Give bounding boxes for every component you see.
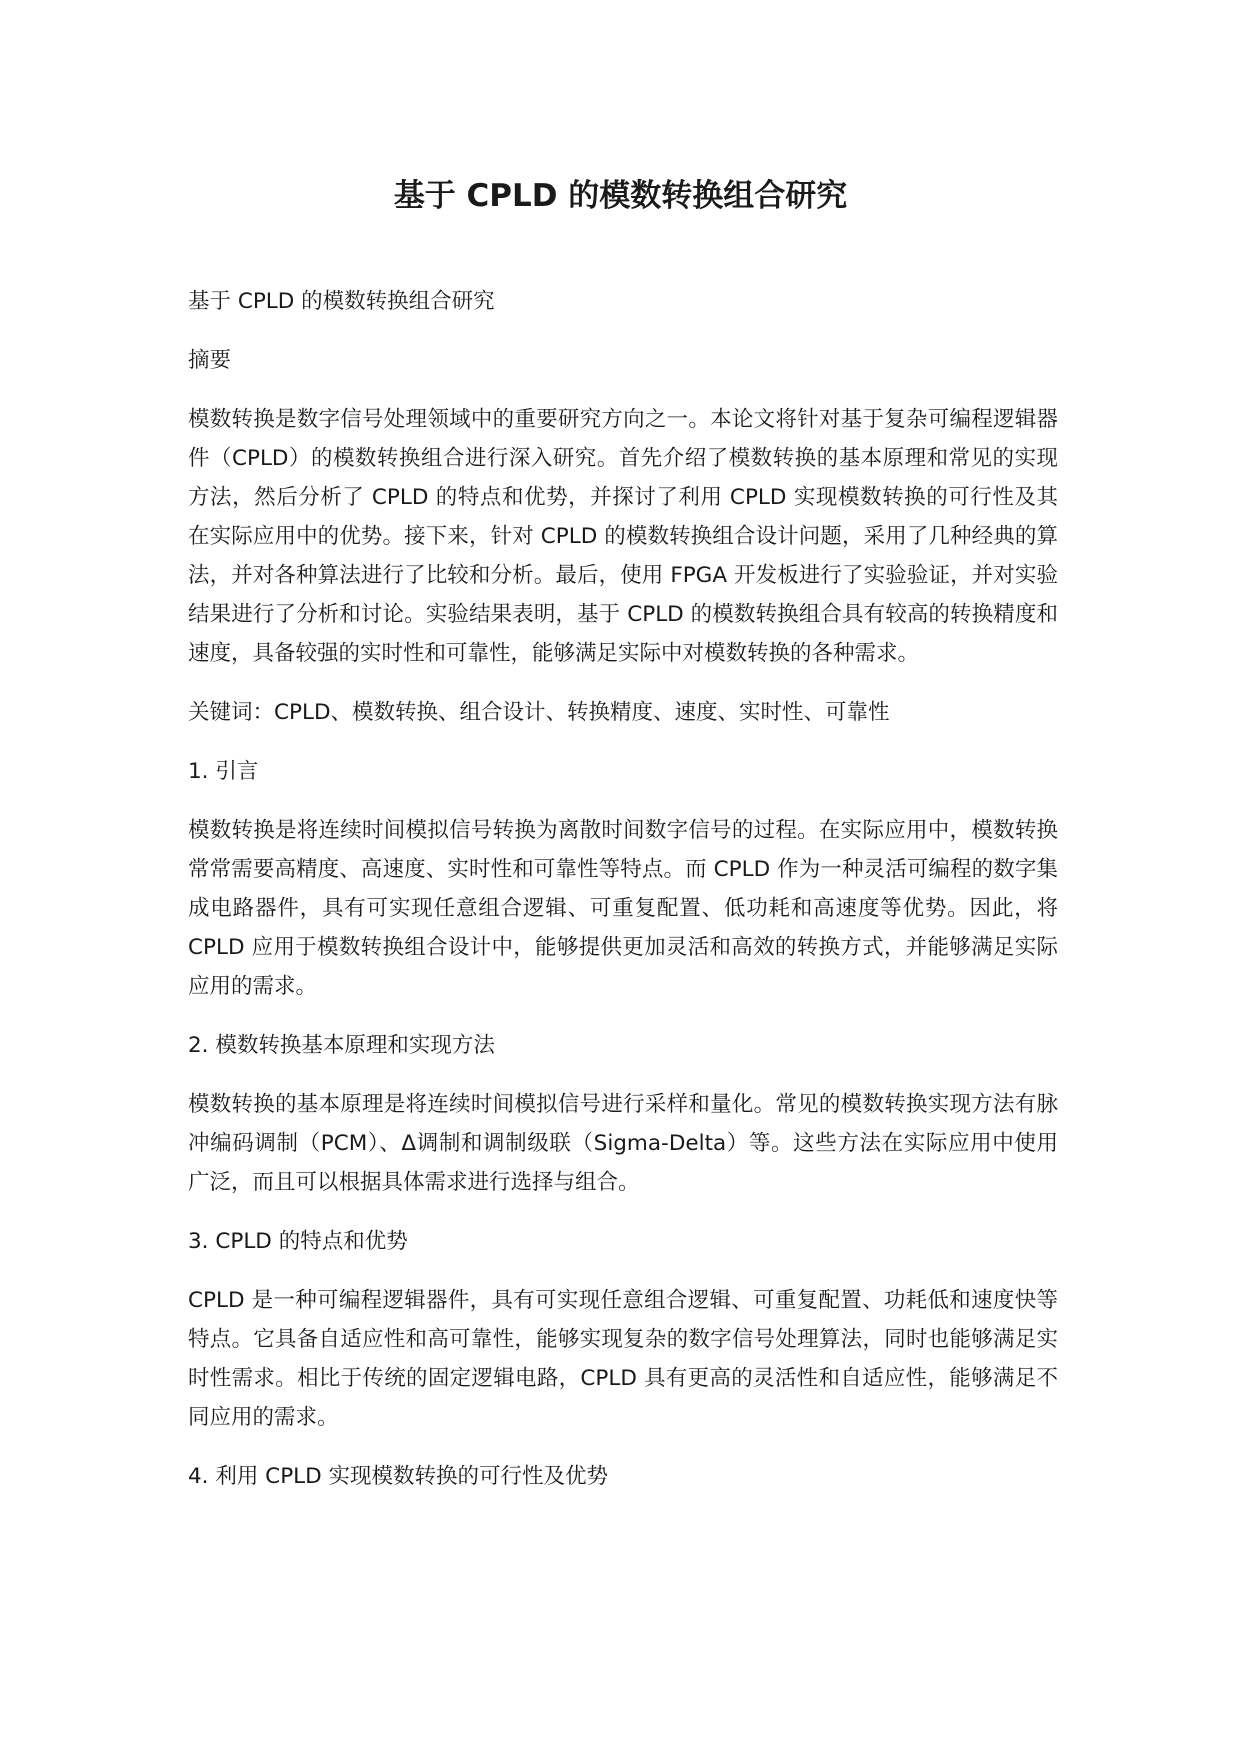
section-heading-4: 4. 利用 CPLD 实现模数转换的可行性及优势 xyxy=(188,1464,609,1489)
abstract-heading: 摘要 xyxy=(188,348,232,373)
document-title: 基于 CPLD 的模数转换组合研究 xyxy=(393,178,848,214)
section-3-paragraph: CPLD 是一种可编程逻辑器件，具有可实现任意组合逻辑、可重复配置、功耗低和速度快等特点。它具备自适应性和高可靠性，能够实现复杂的数字信号处理算法，同时也能够满足实时性需求。相比于传统的固定逻辑电路，CPLD 具有更高的灵活性和自适应性，能够满足不同应用的需求。 xyxy=(188,1288,1058,1430)
document-body xyxy=(188,282,1058,1516)
subtitle-line: 基于 CPLD 的模数转换组合研究 xyxy=(188,289,495,314)
abstract-paragraph: 模数转换是数字信号处理领域中的重要研究方向之一。本论文将针对基于复杂可编程逻辑器件（CPLD）的模数转换组合进行深入研究。首先介绍了模数转换的基本原理和常见的实现方法，然后分析了 CPLD 的特点和优势，并探讨了利用 CPLD 实现模数转换的可行性及其在实际应用中的优势。接下来，针对 CPLD 的模数转换组合设计问题，采用了几种经典的算法，并对各种算法进行了比较和分析。最后，使用 FPGA 开发板进行了实验验证，并对实验结果进行了分析和讨论。实验结果表明，基于 CPLD 的模数转换组合具有较高的转换精度和速度，具备较强的实时性和可靠性，能够满足实际中对模数转换的各种需求。 xyxy=(188,407,1058,666)
section-1-paragraph: 模数转换是将连续时间模拟信号转换为离散时间数字信号的过程。在实际应用中，模数转换常常需要高精度、高速度、实时性和可靠性等特点。而 CPLD 作为一种灵活可编程的数字集成电路器件，具有可实现任意组合逻辑、可重复配置、低功耗和高速度等优势。因此，将 CPLD 应用于模数转换组合设计中，能够提供更加灵活和高效的转换方式，并能够满足实际应用的需求。 xyxy=(188,818,1058,999)
section-2-paragraph: 模数转换的基本原理是将连续时间模拟信号进行采样和量化。常见的模数转换实现方法有脉冲编码调制（PCM）、Δ调制和调制级联（Sigma-Delta）等。这些方法在实际应用中使用广泛，而且可以根据具体需求进行选择与组合。 xyxy=(188,1092,1058,1195)
section-heading-2: 2. 模数转换基本原理和实现方法 xyxy=(188,1033,495,1058)
keywords-line: 关键词：CPLD、模数转换、组合设计、转换精度、速度、实时性、可靠性 xyxy=(188,700,890,725)
section-heading-1: 1. 引言 xyxy=(188,759,259,784)
section-heading-3: 3. CPLD 的特点和优势 xyxy=(188,1229,408,1254)
